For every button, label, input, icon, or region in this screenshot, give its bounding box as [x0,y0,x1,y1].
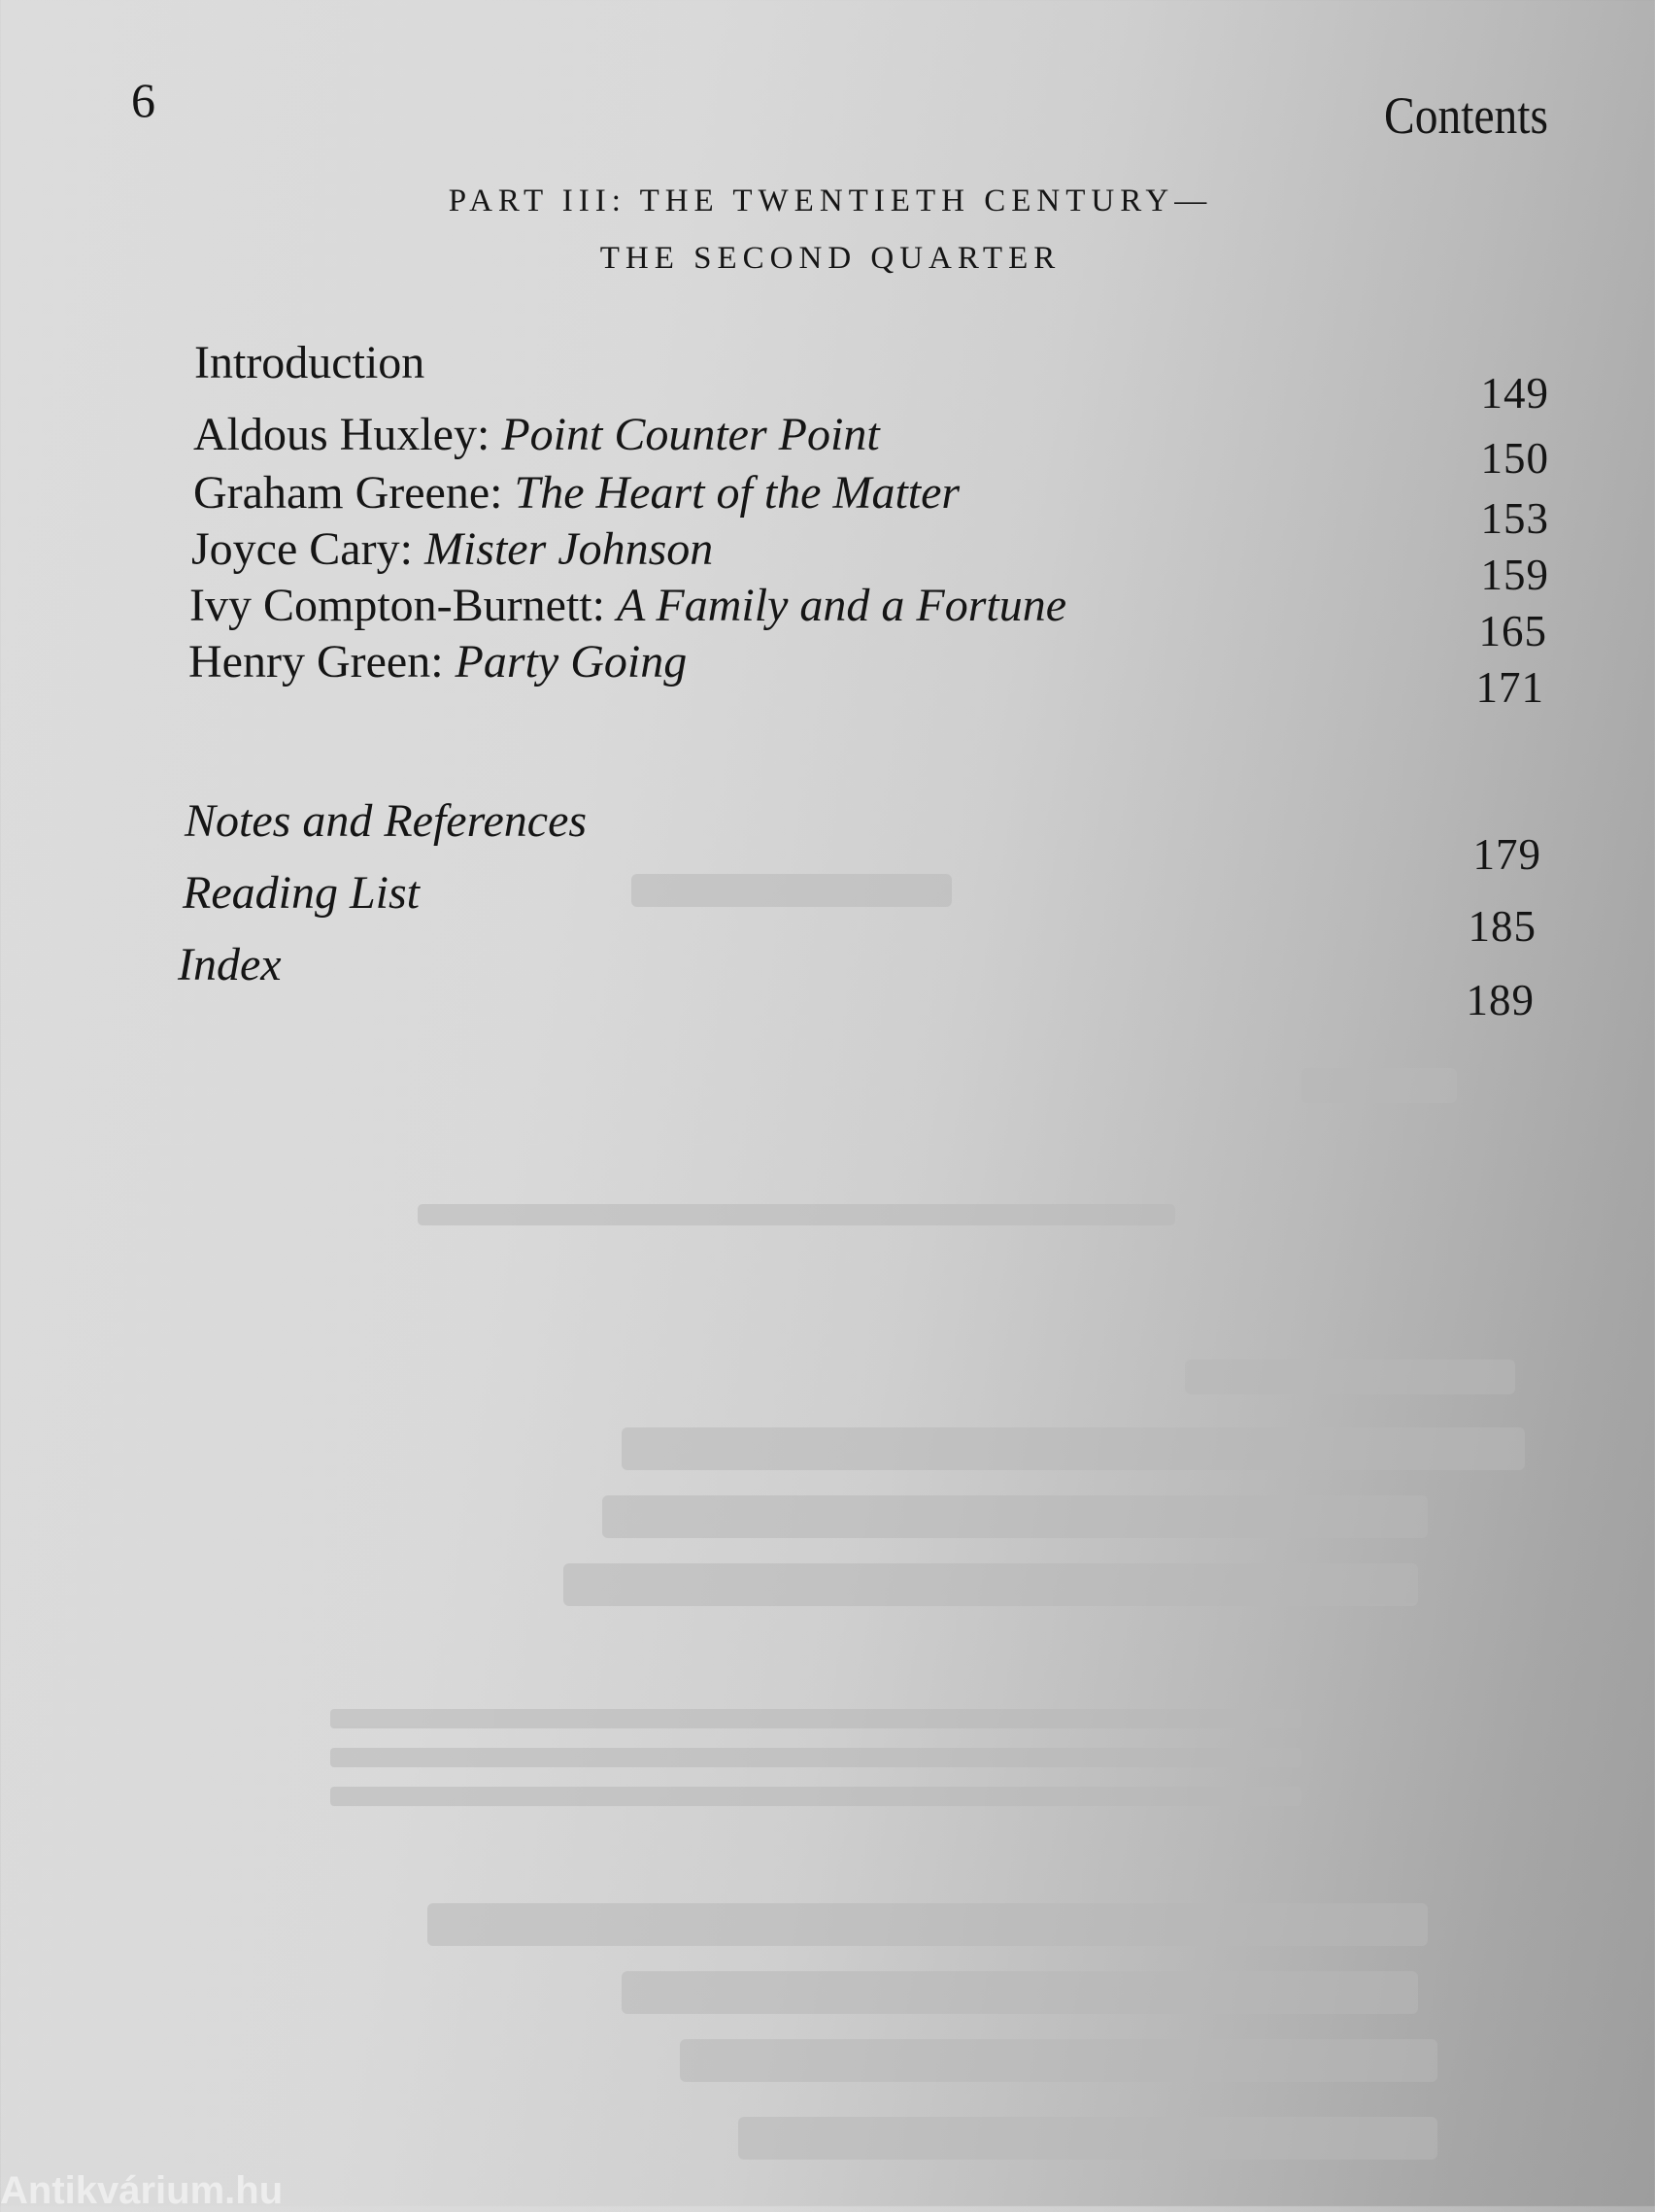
toc-entry-title: Party Going [455,636,688,687]
toc-entry-title: Mister Johnson [423,523,714,575]
toc-entry-page: 171 [1475,663,1544,712]
part-heading [291,173,1369,287]
toc-entry-author: Aldous Huxley: [193,409,502,460]
toc-entry-introduction [194,337,425,388]
toc-entry-page: 150 [1480,434,1549,483]
running-head: Contents [1384,86,1548,145]
toc-entry-title: The Heart of the Matter [514,467,961,519]
toc-entry-author: Ivy Compton-Burnett: [189,580,617,631]
toc-entry-compton-burnett [189,580,1067,631]
toc-entry-author: Henry Green: [188,636,456,687]
watermark: Antikvárium.hu [0,2169,284,2212]
toc-notes-and-references: Notes and References [185,795,588,847]
toc-entry-title: A Family and a Fortune [616,580,1067,631]
toc-entry-page: 189 [1466,976,1535,1024]
toc-entry-cary [191,523,714,575]
toc-entry-page: 179 [1472,830,1541,879]
toc-entry-green [188,636,688,687]
page-number: 6 [131,73,155,127]
toc-entry-page: 149 [1480,369,1549,418]
toc-entry-author: Introduction [194,337,425,388]
toc-index: Index [178,939,282,990]
toc-entry-page: 159 [1480,551,1549,599]
toc-entry-greene [193,467,961,519]
toc-entry-author: Joyce Cary: [191,523,424,575]
part-heading-line-1: PART III: THE TWENTIETH CENTURY— [448,184,1213,218]
toc-entry-huxley [193,409,880,460]
toc-entry-author: Graham Greene: [193,467,515,519]
toc-entry-page: 185 [1468,902,1537,951]
toc-entry-page: 165 [1478,607,1547,655]
toc-entry-page: 153 [1480,494,1549,543]
toc-entry-title: Point Counter Point [501,409,880,460]
part-heading-line-2: THE SECOND QUARTER [599,241,1062,276]
toc-reading-list: Reading List [183,867,421,919]
